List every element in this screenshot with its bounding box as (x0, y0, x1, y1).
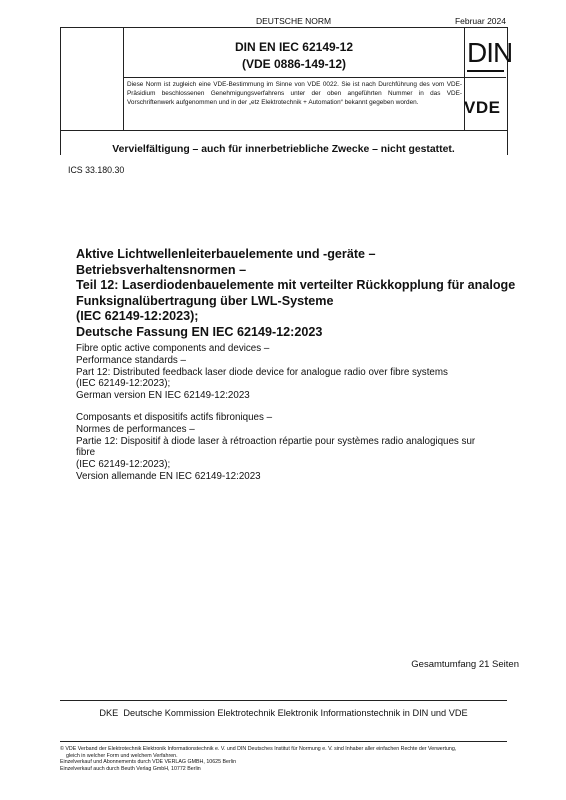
title-french: Composants et dispositifs actifs fibroniques – Normes de performances – Partie 12: Dispositif à diode laser à rétroaction répartie pour systèmes radio analogiques sur fibre (IEC 62149-12:2023); Version allemande EN IEC 62149-12:2023 (76, 412, 476, 482)
din-logo: DIN (467, 40, 505, 67)
header-divider-mid (123, 77, 506, 78)
copyright-footer: © VDE Verband der Elektrotechnik Elektronik Informationstechnik e. V. und DIN Deutsches Institut für Normung e. V. sind Inhaber aller einfachen Rechte der Verwertung, gleich in welcher Form und welchem Verfahren. Einzelverkauf und Abonnements durch VDE VERLAG GMBH, 10625 Berlin Einzelverkauf auch durch Beuth Verlag GmbH, 10772 Berlin (60, 746, 457, 772)
dke-abbr: DKE (99, 708, 119, 718)
document-date: Februar 2024 (454, 16, 506, 26)
title-english: Fibre optic active components and devices – Performance standards – Part 12: Distributed feedback laser diode device for analogue radio over fibre systems (IEC 62149-12:2023); German version EN IEC 62149-12:2023 (76, 343, 448, 402)
dke-line (60, 708, 507, 718)
header-divider-bottom (60, 130, 507, 131)
document-org: DEUTSCHE NORM (256, 16, 332, 26)
dke-rule-top (60, 700, 507, 701)
standard-number: DIN EN IEC 62149-12 (234, 40, 354, 54)
title-german: Aktive Lichtwellenleiterbauelemente und -geräte – Betriebsverhaltensnormen – Teil 12: Laserdiodenbauelemente mit verteilter Rückkopplung für analoge Funksignalübertragung über LWL-Systeme (IEC 62149-12:2023); Deutsche Fassung EN IEC 62149-12:2023 (76, 247, 516, 339)
ics-code: ICS 33.180.30 (68, 165, 125, 175)
vde-number: (VDE 0886-149-12) (241, 57, 347, 71)
total-pages: Gesamtumfang 21 Seiten (411, 659, 519, 670)
dke-name: Deutsche Kommission Elektrotechnik Elektronik Informationstechnik in DIN und VDE (123, 708, 468, 718)
dke-rule-bottom (60, 741, 507, 742)
vde-note: Diese Norm ist zugleich eine VDE-Bestimmung im Sinne von VDE 0022. Sie ist nach Durchführung des vom VDE-Präsidium beschlossenen Genehmigungsverfahrens unter der oben angeführten Nummer in das VDE-Vorschriftenwerk aufgenommen und in der „etz Elektrotechnik + Automation“ bekannt gegeben worden. (127, 81, 462, 106)
reproduction-notice: Vervielfältigung – auch für innerbetriebliche Zwecke – nicht gestattet. (112, 144, 455, 155)
vde-logo: VDE (464, 98, 501, 117)
